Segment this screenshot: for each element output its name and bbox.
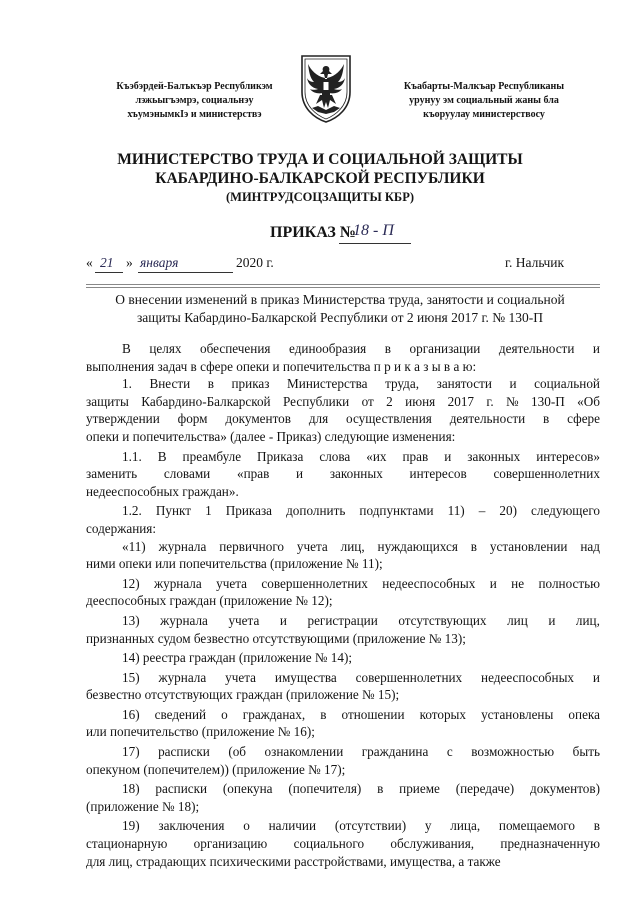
order-number-handwritten: 18 - П (353, 222, 394, 239)
word: лиц (507, 612, 528, 628)
word: и (279, 612, 287, 628)
word: законных (329, 466, 383, 482)
text-line: утверждении форм документов для осуществления деятельности в сфере (86, 411, 600, 427)
word: лиц, (575, 612, 600, 628)
text-line: 12) журнала учета совершеннолетних недееспособных и не полностью (122, 575, 600, 591)
text-line: 14) реестра граждан (приложение № 14); (122, 650, 353, 666)
text-line: «11) журнала первичного учета лиц, нуждающихся в установлении над (122, 538, 600, 554)
date-open-quote: « (86, 255, 93, 270)
coat-of-arms-eagle-icon (298, 52, 354, 124)
ministry-region-line: КАБАРДИНО-БАЛКАРСКОЙ РЕСПУБЛИКИ (155, 170, 485, 187)
header-right-line: къоруулау министерствосу (423, 109, 545, 120)
text-line: защиты Кабардино-Балкарской Республики от 2 июня 2017 г. № 130-П «Об (86, 393, 600, 409)
text-line: 1.1. В преамбуле Приказа слова «их прав и законных интересов» (122, 448, 600, 464)
list-item-11 (86, 538, 600, 573)
date-month-handwritten: января (140, 255, 179, 270)
date-close-quote: » (126, 255, 133, 270)
header-left-line: Къэбэрдей-Балъкъэр Республикэм (116, 81, 273, 92)
header-left-block (92, 80, 297, 122)
list-item-12 (86, 575, 600, 610)
list-item-17 (86, 743, 600, 778)
header-left-line: лэжьыгъэмрэ, социальнэу (135, 95, 254, 106)
word: «прав (236, 466, 270, 482)
paragraph-1-2 (86, 502, 600, 537)
text-line: признанных судом безвестно отсутствующими (приложение № 13); (86, 630, 466, 646)
word: совершеннолетних (493, 466, 600, 482)
list-item-16 (86, 706, 600, 741)
text-line: безвестно отсутствующих граждан (приложение № 15); (86, 687, 400, 703)
header-left-line: хъумэнымкIэ и министерствэ (127, 109, 262, 120)
word: отсутствующих (398, 612, 487, 628)
paragraph-1 (86, 375, 600, 445)
justified-line (86, 612, 600, 630)
paragraph-1-1 (86, 448, 600, 501)
text-line: опекуном (попечителем)) (приложение № 17); (86, 761, 346, 777)
list-item-15 (86, 669, 600, 704)
list-item-14 (86, 649, 600, 667)
word: и (548, 612, 556, 628)
header-right-line: Къабарты-Малкъар Республиканы (403, 81, 565, 92)
text-line: или попечительство (приложение № 16); (86, 724, 315, 740)
ministry-abbrev-line: (МИНТРУДСОЦЗАЩИТЫ КБР) (226, 190, 414, 204)
order-body (86, 340, 600, 870)
text-line: 17) расписки (об ознакомлении гражданина с возможностью быть (122, 744, 600, 760)
text-line: выполнения задач в сфере опеки и попечительства п р и к а з ы в а ю: (86, 358, 477, 374)
text-line: (приложение № 18); (86, 798, 200, 814)
date-day-underline (95, 272, 123, 273)
date-month-underline (138, 272, 233, 273)
city: г. Нальчик (505, 255, 565, 270)
header-right-block (374, 80, 594, 122)
text-line: 1.2. Пункт 1 Приказа дополнить подпунктами 11) – 20) следующего (122, 503, 600, 519)
text-line: недееспособных граждан». (86, 483, 239, 499)
order-subject (80, 291, 600, 327)
text-line: содержания: (86, 520, 157, 536)
word: и (296, 466, 304, 482)
word: заменить (86, 466, 138, 482)
text-line: стационарную организацию социального обслуживания, предназначенную (86, 836, 600, 852)
word: словами (163, 466, 211, 482)
text-line: опеки и попечительства» (далее - Приказ) следующие изменения: (86, 428, 456, 444)
word: интересов (409, 466, 467, 482)
intro-paragraph (86, 340, 600, 375)
subject-line: О внесении изменений в приказ Министерства труда, занятости и социальной (115, 292, 565, 307)
text-line: ними опеки или попечительства (приложение № 11); (86, 556, 383, 572)
header-right-line: урунуу эм социальный жаны бла (409, 95, 559, 106)
text-line: 18) расписки (опекуна (попечителя) в приеме (передаче) документов) (122, 781, 600, 797)
text-line: 19) заключения о наличии (отсутствии) у лица, помещаемого в (122, 818, 600, 834)
word: учета (228, 612, 260, 628)
word: регистрации (307, 612, 378, 628)
list-item-13 (86, 612, 600, 647)
text-line: 15) журнала учета имущества совершеннолетних недееспособных и (122, 669, 600, 685)
order-number-underline (339, 243, 411, 244)
text-line: дееспособных граждан (приложение № 12); (86, 593, 333, 609)
text-line: 1. Внести в приказ Министерства труда, занятости и социальной (122, 376, 600, 392)
list-item-18 (86, 780, 600, 815)
word: журнала (160, 612, 208, 628)
divider-line (86, 284, 600, 285)
date-day-handwritten: 21 (100, 255, 114, 270)
subject-line: защиты Кабардино-Балкарской Республики от 2 июня 2017 г. № 130-П (136, 310, 544, 325)
text-line: В целях обеспечения единообразия в организации деятельности и (122, 341, 600, 356)
justified-line (86, 465, 600, 483)
text-line: для лиц, страдающих психическими расстройствами, имущества, а также (86, 853, 501, 869)
order-title: ПРИКАЗ № (270, 224, 356, 241)
date-year: 2020 г. (236, 255, 274, 270)
list-item-19 (86, 817, 600, 870)
divider-line (86, 287, 600, 288)
text-line: 16) сведений о гражданах, в отношении которых установлены опека (122, 706, 600, 722)
word: 13) (122, 612, 140, 628)
ministry-name-line: МИНИСТЕРСТВО ТРУДА И СОЦИАЛЬНОЙ ЗАЩИТЫ (117, 151, 523, 168)
